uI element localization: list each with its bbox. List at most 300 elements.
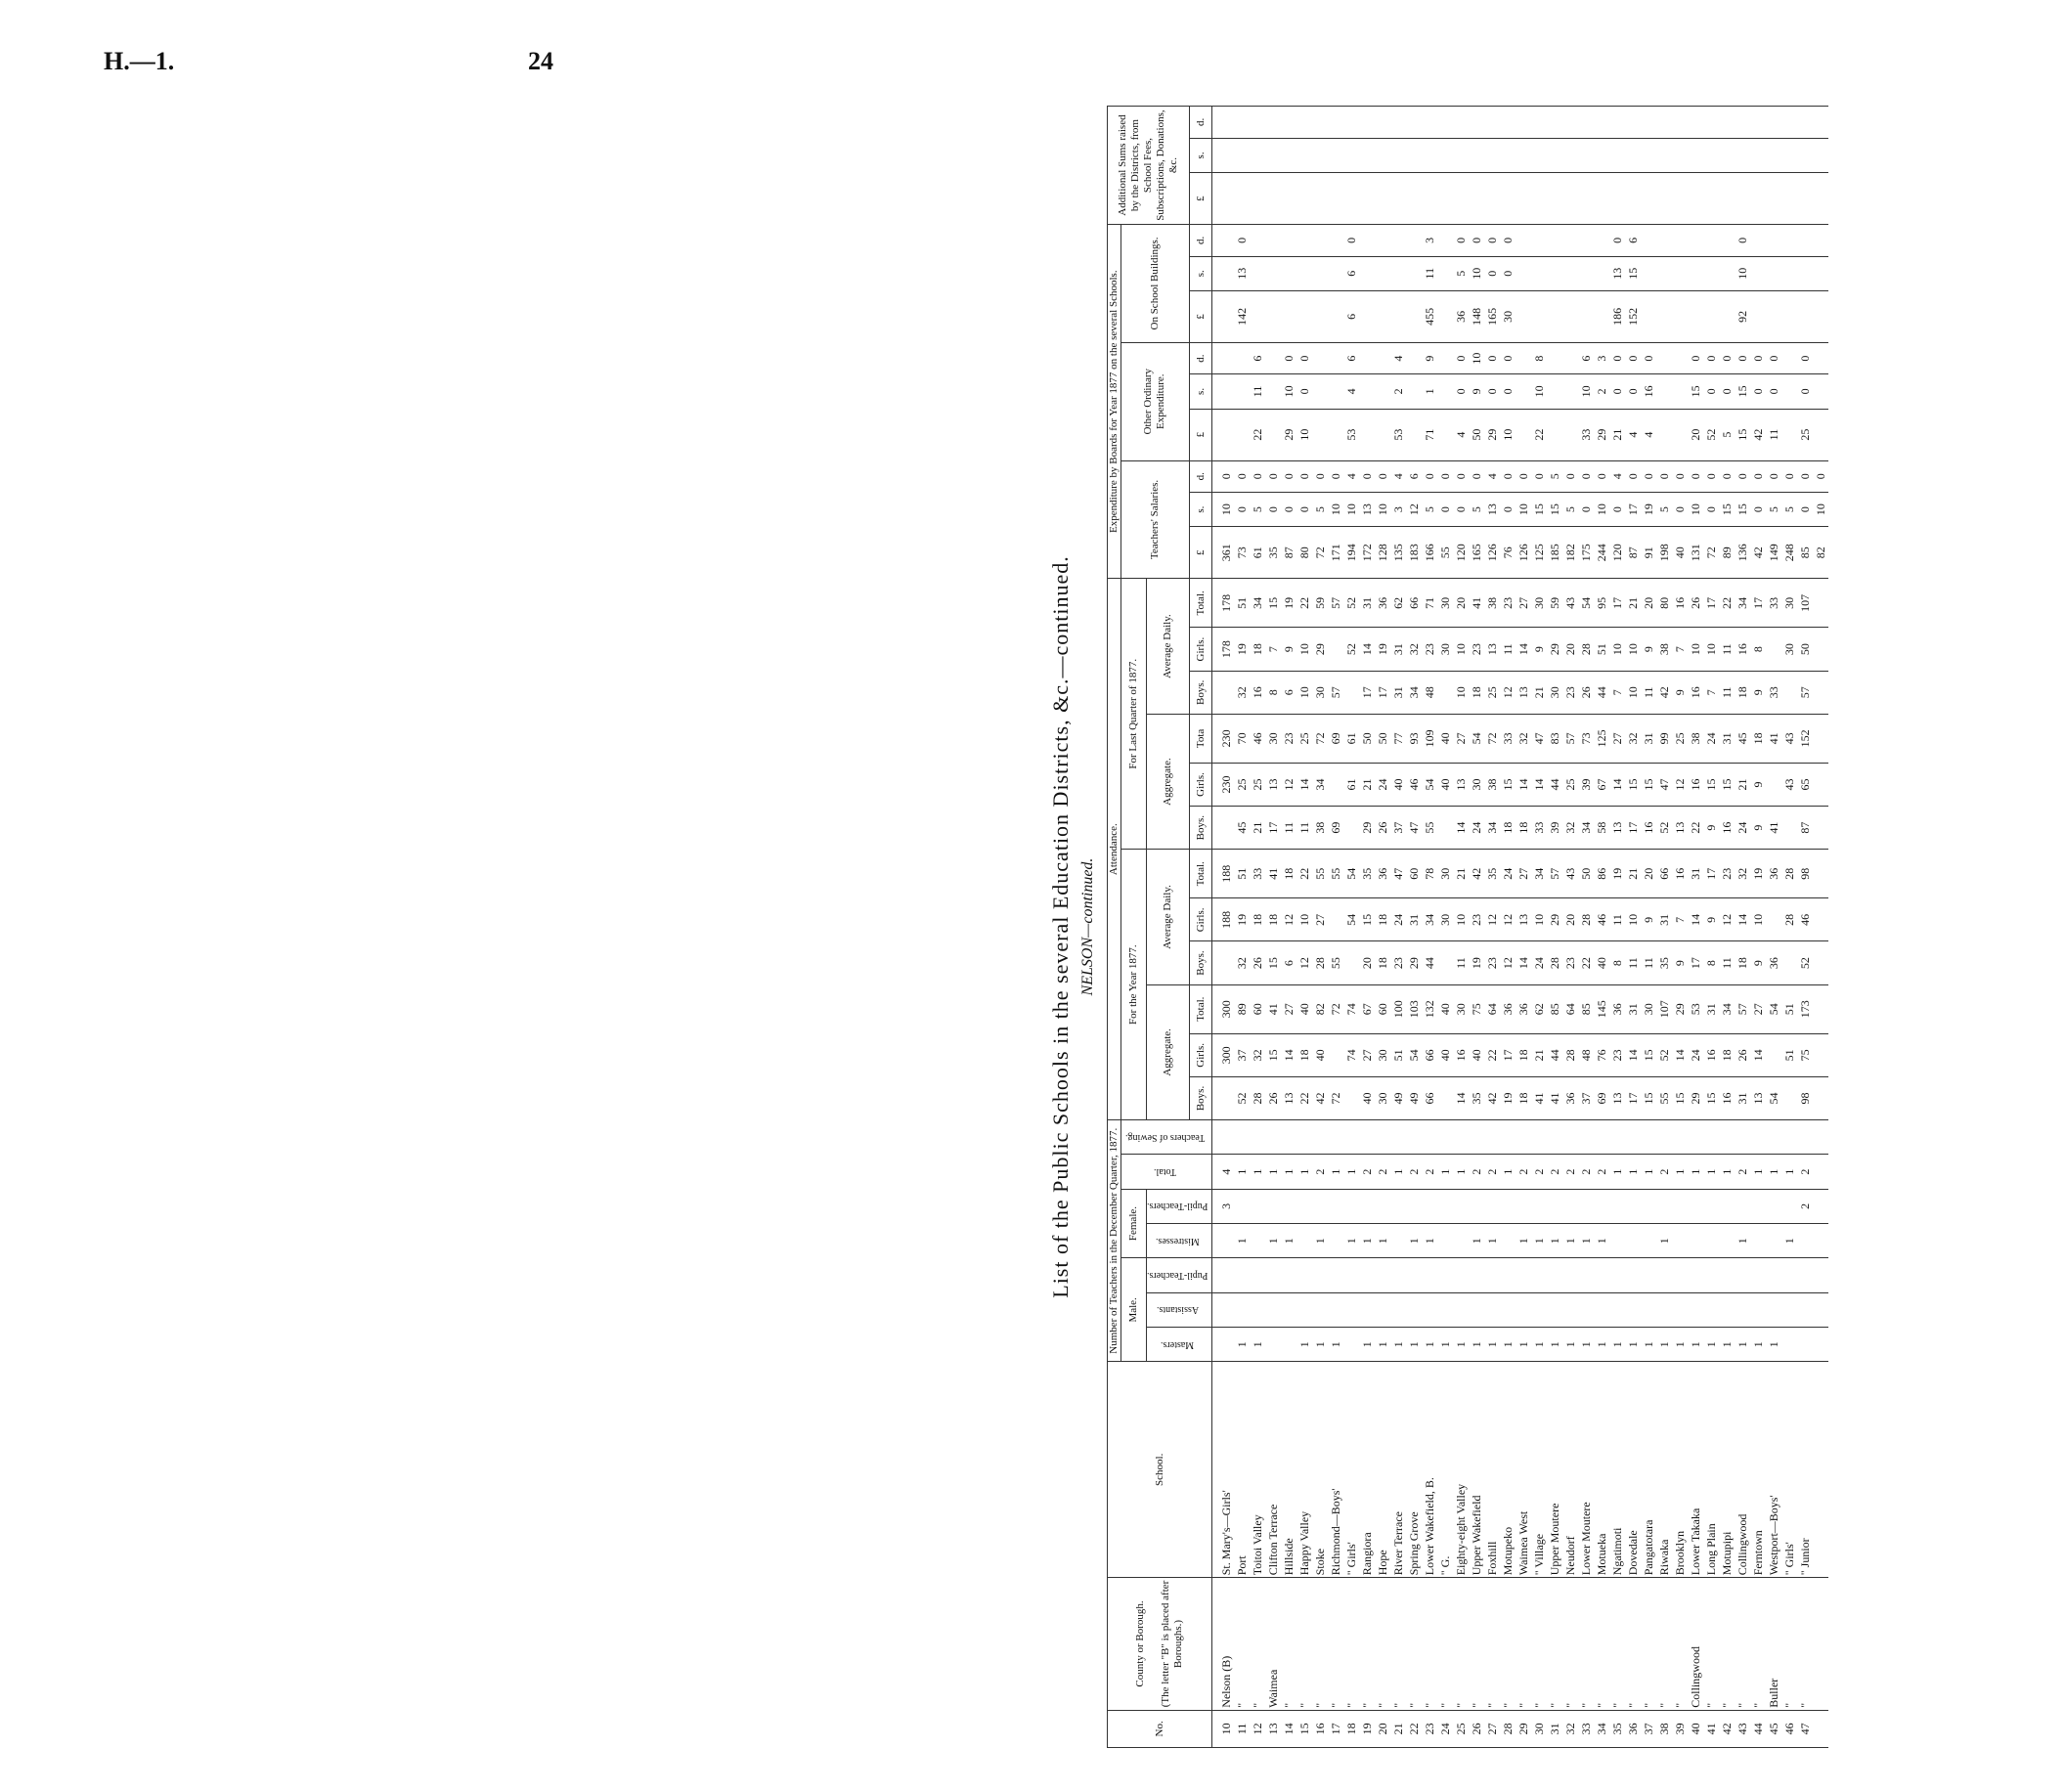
quarter-boys-cell: 33 xyxy=(1531,807,1547,850)
year-avg-boys-cell: 28 xyxy=(1547,941,1562,984)
buildings-pounds-cell xyxy=(1390,290,1406,342)
salaries-pounds-cell: 40 xyxy=(1672,527,1688,579)
header-male-pupil-teachers: Pupil-Teachers. xyxy=(1147,1258,1212,1292)
school-cell: Lower Moutere xyxy=(1578,1362,1594,1578)
year-total-cell: 30 xyxy=(1641,984,1656,1033)
year-avg-boys-cell: 22 xyxy=(1578,941,1594,984)
additional-pounds-cell xyxy=(1359,173,1375,225)
quarter-total-cell: 72 xyxy=(1484,714,1500,763)
school-cell: Upper Wakefield xyxy=(1469,1362,1484,1578)
quarter-girls-cell: 14 xyxy=(1609,763,1625,806)
buildings-pounds-cell xyxy=(1703,290,1719,342)
header-girls: Girls. xyxy=(1189,1033,1212,1076)
table-row xyxy=(1672,107,1688,1748)
quarter-girls-cell: 47 xyxy=(1656,763,1672,806)
row-number: 24 xyxy=(1437,1710,1453,1747)
teachers-total-cell: 1 xyxy=(1719,1155,1735,1189)
quarter-avg-girls-cell: 10 xyxy=(1625,628,1641,671)
buildings-pence-cell xyxy=(1359,225,1375,256)
salaries-shillings-cell: 10 xyxy=(1375,492,1390,526)
county-cell: " xyxy=(1531,1578,1547,1710)
quarter-avg-total-cell: 22 xyxy=(1296,579,1312,628)
buildings-shillings-cell xyxy=(1212,256,1235,290)
table-row xyxy=(1437,107,1453,1748)
sewing-teachers-cell xyxy=(1625,1120,1641,1155)
other-pounds-cell: 15 xyxy=(1735,409,1750,460)
male-assistants-cell xyxy=(1656,1292,1672,1327)
salaries-pence-cell: 0 xyxy=(1578,460,1594,492)
female-pupil-teachers-cell xyxy=(1281,1189,1296,1223)
header-school: School. xyxy=(1108,1362,1212,1578)
additional-pounds-cell xyxy=(1343,173,1359,225)
additional-pounds-cell xyxy=(1750,173,1766,225)
quarter-avg-boys-cell: 7 xyxy=(1703,671,1719,714)
quarter-boys-cell: 13 xyxy=(1672,807,1688,850)
county-cell: " xyxy=(1562,1578,1578,1710)
schools-table xyxy=(1107,106,1828,1748)
teachers-total-cell: 1 xyxy=(1641,1155,1656,1189)
buildings-pence-cell xyxy=(1296,225,1312,256)
quarter-avg-girls-cell: 9 xyxy=(1281,628,1296,671)
masters-cell: 1 xyxy=(1750,1328,1766,1362)
year-girls-cell: 23 xyxy=(1609,1033,1625,1076)
header-shillings: s. xyxy=(1189,374,1212,409)
teachers-total-cell: 4 xyxy=(1212,1155,1235,1189)
school-cell: Foxhill xyxy=(1484,1362,1500,1578)
county-cell: " xyxy=(1484,1578,1500,1710)
salaries-pence-cell: 0 xyxy=(1328,460,1343,492)
masters-cell: 1 xyxy=(1500,1328,1516,1362)
additional-pounds-cell xyxy=(1735,173,1750,225)
female-pupil-teachers-cell xyxy=(1469,1189,1484,1223)
quarter-girls-cell: 21 xyxy=(1735,763,1750,806)
table-row xyxy=(1234,107,1250,1748)
year-avg-boys-cell: 26 xyxy=(1250,941,1265,984)
year-avg-boys-cell: 12 xyxy=(1500,941,1516,984)
school-cell: Ngatimoti xyxy=(1609,1362,1625,1578)
salaries-pounds-cell: 87 xyxy=(1281,527,1296,579)
buildings-pounds-cell xyxy=(1562,290,1578,342)
year-avg-boys-cell: 35 xyxy=(1656,941,1672,984)
buildings-pence-cell xyxy=(1594,225,1609,256)
buildings-shillings-cell xyxy=(1562,256,1578,290)
buildings-pounds-cell xyxy=(1641,290,1656,342)
additional-pounds-cell xyxy=(1328,173,1343,225)
quarter-boys-cell: 69 xyxy=(1328,807,1343,850)
additional-pounds-cell xyxy=(1578,173,1594,225)
year-avg-boys-cell: 55 xyxy=(1328,941,1343,984)
male-pupil-teachers-cell xyxy=(1406,1258,1422,1292)
additional-pence-cell xyxy=(1234,107,1250,139)
quarter-avg-total-cell xyxy=(1813,579,1828,628)
buildings-shillings-cell xyxy=(1250,256,1265,290)
salaries-shillings-cell: 15 xyxy=(1547,492,1562,526)
year-avg-girls-cell: 31 xyxy=(1406,898,1422,941)
buildings-shillings-cell: 10 xyxy=(1469,256,1484,290)
additional-shillings-cell xyxy=(1656,138,1672,172)
quarter-avg-girls-cell: 9 xyxy=(1531,628,1547,671)
male-pupil-teachers-cell xyxy=(1547,1258,1562,1292)
year-girls-cell xyxy=(1328,1033,1343,1076)
quarter-avg-boys-cell: 57 xyxy=(1797,671,1813,714)
male-assistants-cell xyxy=(1484,1292,1500,1327)
row-number: 35 xyxy=(1609,1710,1625,1747)
male-pupil-teachers-cell xyxy=(1703,1258,1719,1292)
quarter-avg-girls-cell: 38 xyxy=(1656,628,1672,671)
female-pupil-teachers-cell xyxy=(1390,1189,1406,1223)
sewing-teachers-cell xyxy=(1422,1120,1437,1155)
buildings-pence-cell xyxy=(1750,225,1766,256)
year-avg-total-cell: 22 xyxy=(1296,850,1312,898)
year-avg-total-cell: 78 xyxy=(1422,850,1437,898)
year-total-cell: 103 xyxy=(1406,984,1422,1033)
buildings-pounds-cell xyxy=(1594,290,1609,342)
buildings-pence-cell xyxy=(1328,225,1343,256)
buildings-shillings-cell xyxy=(1296,256,1312,290)
row-number: 30 xyxy=(1531,1710,1547,1747)
buildings-pounds-cell: 186 xyxy=(1609,290,1625,342)
salaries-pounds-cell: 166 xyxy=(1422,527,1437,579)
header-quarter-average: Average Daily. xyxy=(1147,579,1190,715)
table-row xyxy=(1469,107,1484,1748)
quarter-girls-cell: 230 xyxy=(1212,763,1235,806)
additional-pence-cell xyxy=(1281,107,1296,139)
year-avg-boys-cell: 18 xyxy=(1375,941,1390,984)
salaries-shillings-cell: 10 xyxy=(1328,492,1343,526)
salaries-pence-cell: 0 xyxy=(1813,460,1828,492)
buildings-shillings-cell xyxy=(1656,256,1672,290)
salaries-shillings-cell: 15 xyxy=(1719,492,1735,526)
county-cell: " xyxy=(1281,1578,1296,1710)
female-pupil-teachers-cell xyxy=(1578,1189,1594,1223)
quarter-avg-total-cell: 80 xyxy=(1656,579,1672,628)
additional-pounds-cell xyxy=(1516,173,1531,225)
year-avg-total-cell: 50 xyxy=(1578,850,1594,898)
male-assistants-cell xyxy=(1797,1292,1813,1327)
other-pence-cell xyxy=(1516,342,1531,373)
school-cell xyxy=(1813,1362,1828,1578)
quarter-avg-girls-cell: 29 xyxy=(1312,628,1328,671)
additional-shillings-cell xyxy=(1625,138,1641,172)
male-assistants-cell xyxy=(1781,1292,1797,1327)
other-pence-cell: 0 xyxy=(1453,342,1469,373)
year-avg-total-cell: 35 xyxy=(1484,850,1500,898)
salaries-pence-cell: 0 xyxy=(1375,460,1390,492)
quarter-girls-cell: 54 xyxy=(1422,763,1437,806)
row-number: 21 xyxy=(1390,1710,1406,1747)
quarter-avg-boys-cell: 11 xyxy=(1641,671,1656,714)
other-pence-cell xyxy=(1312,342,1328,373)
salaries-pounds-cell: 80 xyxy=(1296,527,1312,579)
quarter-avg-girls-cell: 10 xyxy=(1703,628,1719,671)
female-pupil-teachers-cell xyxy=(1750,1189,1766,1223)
male-pupil-teachers-cell xyxy=(1562,1258,1578,1292)
male-assistants-cell xyxy=(1609,1292,1625,1327)
quarter-avg-boys-cell: 16 xyxy=(1688,671,1703,714)
male-assistants-cell xyxy=(1516,1292,1531,1327)
other-pounds-cell xyxy=(1656,409,1672,460)
additional-pounds-cell xyxy=(1781,173,1797,225)
other-pounds-cell xyxy=(1328,409,1343,460)
other-shillings-cell xyxy=(1406,374,1422,409)
year-avg-total-cell: 21 xyxy=(1453,850,1469,898)
year-avg-boys-cell: 12 xyxy=(1296,941,1312,984)
salaries-pounds-cell: 120 xyxy=(1453,527,1469,579)
male-assistants-cell xyxy=(1735,1292,1750,1327)
other-shillings-cell xyxy=(1328,374,1343,409)
quarter-girls-cell: 14 xyxy=(1516,763,1531,806)
buildings-pence-cell xyxy=(1516,225,1531,256)
year-avg-girls-cell: 24 xyxy=(1390,898,1406,941)
quarter-boys-cell: 24 xyxy=(1735,807,1750,850)
male-pupil-teachers-cell xyxy=(1390,1258,1406,1292)
additional-shillings-cell xyxy=(1296,138,1312,172)
male-pupil-teachers-cell xyxy=(1750,1258,1766,1292)
male-pupil-teachers-cell xyxy=(1781,1258,1797,1292)
additional-pence-cell xyxy=(1781,107,1797,139)
other-pence-cell: 6 xyxy=(1343,342,1359,373)
row-number: 10 xyxy=(1212,1710,1235,1747)
year-total-cell: 64 xyxy=(1562,984,1578,1033)
header-girls: Girls. xyxy=(1189,898,1212,941)
school-cell: St. Mary's—Girls' xyxy=(1212,1362,1235,1578)
buildings-pounds-cell xyxy=(1531,290,1547,342)
salaries-shillings-cell: 10 xyxy=(1688,492,1703,526)
mistresses-cell xyxy=(1250,1224,1265,1258)
school-cell: Long Plain xyxy=(1703,1362,1719,1578)
additional-shillings-cell xyxy=(1437,138,1453,172)
year-avg-total-cell: 54 xyxy=(1343,850,1359,898)
school-cell: Happy Valley xyxy=(1296,1362,1312,1578)
year-girls-cell: 48 xyxy=(1578,1033,1594,1076)
year-girls-cell: 30 xyxy=(1375,1033,1390,1076)
buildings-shillings-cell xyxy=(1750,256,1766,290)
quarter-total-cell: 70 xyxy=(1234,714,1250,763)
male-pupil-teachers-cell xyxy=(1453,1258,1469,1292)
mistresses-cell: 1 xyxy=(1594,1224,1609,1258)
salaries-shillings-cell: 13 xyxy=(1484,492,1500,526)
year-total-cell: 62 xyxy=(1531,984,1547,1033)
other-shillings-cell: 10 xyxy=(1281,374,1296,409)
school-cell: Port xyxy=(1234,1362,1250,1578)
buildings-shillings-cell xyxy=(1359,256,1375,290)
year-boys-cell xyxy=(1212,1076,1235,1119)
other-shillings-cell: 0 xyxy=(1719,374,1735,409)
quarter-avg-boys-cell: 30 xyxy=(1312,671,1328,714)
quarter-avg-girls-cell: 13 xyxy=(1484,628,1500,671)
quarter-total-cell: 99 xyxy=(1656,714,1672,763)
other-pounds-cell xyxy=(1212,409,1235,460)
header-year: For the Year 1877. xyxy=(1121,850,1147,1120)
year-avg-total-cell: 20 xyxy=(1641,850,1656,898)
quarter-avg-girls-cell xyxy=(1328,628,1343,671)
year-total-cell: 54 xyxy=(1766,984,1781,1033)
county-cell: " xyxy=(1328,1578,1343,1710)
table-row xyxy=(1406,107,1422,1748)
year-avg-boys-cell: 24 xyxy=(1531,941,1547,984)
other-shillings-cell: 0 xyxy=(1296,374,1312,409)
additional-shillings-cell xyxy=(1750,138,1766,172)
male-assistants-cell xyxy=(1359,1292,1375,1327)
other-shillings-cell: 0 xyxy=(1766,374,1781,409)
mistresses-cell: 1 xyxy=(1406,1224,1422,1258)
quarter-avg-girls-cell: 14 xyxy=(1359,628,1375,671)
male-pupil-teachers-cell xyxy=(1328,1258,1343,1292)
salaries-pounds-cell: 198 xyxy=(1656,527,1672,579)
year-avg-total-cell: 19 xyxy=(1750,850,1766,898)
other-pence-cell xyxy=(1234,342,1250,373)
additional-pounds-cell xyxy=(1688,173,1703,225)
year-boys-cell: 52 xyxy=(1234,1076,1250,1119)
buildings-pence-cell xyxy=(1797,225,1813,256)
year-avg-girls-cell: 18 xyxy=(1375,898,1390,941)
additional-shillings-cell xyxy=(1312,138,1328,172)
quarter-avg-boys-cell xyxy=(1343,671,1359,714)
row-number: 36 xyxy=(1625,1710,1641,1747)
row-number: 18 xyxy=(1343,1710,1359,1747)
buildings-pence-cell: 6 xyxy=(1625,225,1641,256)
quarter-avg-boys-cell: 31 xyxy=(1390,671,1406,714)
other-pounds-cell: 42 xyxy=(1750,409,1766,460)
year-avg-girls-cell xyxy=(1813,898,1828,941)
additional-pounds-cell xyxy=(1547,173,1562,225)
row-number: 45 xyxy=(1766,1710,1781,1747)
buildings-shillings-cell xyxy=(1719,256,1735,290)
additional-pence-cell xyxy=(1735,107,1750,139)
year-boys-cell: 31 xyxy=(1735,1076,1750,1119)
quarter-avg-boys-cell: 33 xyxy=(1766,671,1781,714)
year-boys-cell: 14 xyxy=(1453,1076,1469,1119)
year-boys-cell xyxy=(1781,1076,1797,1119)
male-assistants-cell xyxy=(1688,1292,1703,1327)
school-cell: Waimea West xyxy=(1516,1362,1531,1578)
buildings-shillings-cell xyxy=(1766,256,1781,290)
other-shillings-cell xyxy=(1234,374,1250,409)
female-pupil-teachers-cell xyxy=(1719,1189,1735,1223)
additional-pounds-cell xyxy=(1422,173,1437,225)
school-cell: Spring Grove xyxy=(1406,1362,1422,1578)
buildings-shillings-cell: 15 xyxy=(1625,256,1641,290)
year-girls-cell: 24 xyxy=(1688,1033,1703,1076)
buildings-pence-cell xyxy=(1688,225,1703,256)
other-shillings-cell xyxy=(1547,374,1562,409)
female-pupil-teachers-cell xyxy=(1265,1189,1281,1223)
male-pupil-teachers-cell xyxy=(1797,1258,1813,1292)
male-pupil-teachers-cell xyxy=(1469,1258,1484,1292)
mistresses-cell xyxy=(1766,1224,1781,1258)
year-boys-cell xyxy=(1437,1076,1453,1119)
row-number: 14 xyxy=(1281,1710,1296,1747)
header-other: Other Ordinary Expenditure. xyxy=(1121,342,1190,460)
quarter-girls-cell: 34 xyxy=(1312,763,1328,806)
year-girls-cell: 300 xyxy=(1212,1033,1235,1076)
buildings-pounds-cell: 36 xyxy=(1453,290,1469,342)
teachers-total-cell: 2 xyxy=(1735,1155,1750,1189)
table-row xyxy=(1719,107,1735,1748)
additional-pence-cell xyxy=(1641,107,1656,139)
school-cell: Motueka xyxy=(1594,1362,1609,1578)
year-girls-cell: 28 xyxy=(1562,1033,1578,1076)
salaries-shillings-cell: 10 xyxy=(1343,492,1359,526)
additional-pence-cell xyxy=(1312,107,1328,139)
quarter-avg-girls-cell: 51 xyxy=(1594,628,1609,671)
quarter-girls-cell: 30 xyxy=(1469,763,1484,806)
male-pupil-teachers-cell xyxy=(1265,1258,1281,1292)
school-cell: Neudorf xyxy=(1562,1362,1578,1578)
county-cell: " xyxy=(1469,1578,1484,1710)
row-number: 47 xyxy=(1797,1710,1813,1747)
teachers-total-cell: 1 xyxy=(1390,1155,1406,1189)
sewing-teachers-cell xyxy=(1656,1120,1672,1155)
year-avg-girls-cell: 14 xyxy=(1688,898,1703,941)
male-assistants-cell xyxy=(1750,1292,1766,1327)
school-cell: Motupipi xyxy=(1719,1362,1735,1578)
male-assistants-cell xyxy=(1578,1292,1594,1327)
quarter-avg-girls-cell: 23 xyxy=(1469,628,1484,671)
additional-pence-cell xyxy=(1547,107,1562,139)
county-cell: " xyxy=(1594,1578,1609,1710)
additional-shillings-cell xyxy=(1516,138,1531,172)
header-total: Total. xyxy=(1189,579,1212,628)
year-avg-total-cell: 47 xyxy=(1390,850,1406,898)
sewing-teachers-cell xyxy=(1641,1120,1656,1155)
salaries-pounds-cell: 165 xyxy=(1469,527,1484,579)
sewing-teachers-cell xyxy=(1265,1120,1281,1155)
buildings-pence-cell xyxy=(1265,225,1281,256)
additional-pence-cell xyxy=(1625,107,1641,139)
additional-pence-cell xyxy=(1656,107,1672,139)
female-pupil-teachers-cell xyxy=(1766,1189,1781,1223)
row-number: 16 xyxy=(1312,1710,1328,1747)
county-cell: " xyxy=(1234,1578,1250,1710)
salaries-pence-cell: 0 xyxy=(1781,460,1797,492)
year-avg-girls-cell: 19 xyxy=(1234,898,1250,941)
year-girls-cell: 37 xyxy=(1234,1033,1250,1076)
quarter-total-cell: 46 xyxy=(1250,714,1265,763)
additional-shillings-cell xyxy=(1719,138,1735,172)
year-total-cell: 145 xyxy=(1594,984,1609,1033)
additional-shillings-cell xyxy=(1234,138,1250,172)
female-pupil-teachers-cell xyxy=(1781,1189,1797,1223)
year-boys-cell: 49 xyxy=(1406,1076,1422,1119)
quarter-girls-cell: 25 xyxy=(1250,763,1265,806)
quarter-boys-cell: 37 xyxy=(1390,807,1406,850)
buildings-shillings-cell: 13 xyxy=(1609,256,1625,290)
salaries-pence-cell: 4 xyxy=(1343,460,1359,492)
quarter-avg-total-cell: 36 xyxy=(1375,579,1390,628)
quarter-boys-cell: 34 xyxy=(1484,807,1500,850)
other-shillings-cell: 0 xyxy=(1703,374,1719,409)
school-cell: River Terrace xyxy=(1390,1362,1406,1578)
additional-pence-cell xyxy=(1766,107,1781,139)
buildings-shillings-cell xyxy=(1375,256,1390,290)
other-pence-cell: 0 xyxy=(1500,342,1516,373)
buildings-shillings-cell: 0 xyxy=(1500,256,1516,290)
mistresses-cell: 1 xyxy=(1343,1224,1359,1258)
additional-shillings-cell xyxy=(1609,138,1625,172)
other-pounds-cell: 11 xyxy=(1766,409,1781,460)
row-number: 33 xyxy=(1578,1710,1594,1747)
additional-shillings-cell xyxy=(1250,138,1265,172)
quarter-total-cell: 32 xyxy=(1625,714,1641,763)
additional-pounds-cell xyxy=(1375,173,1390,225)
table-row xyxy=(1797,107,1813,1748)
other-pence-cell: 3 xyxy=(1594,342,1609,373)
additional-pounds-cell xyxy=(1500,173,1516,225)
year-total-cell: 36 xyxy=(1609,984,1625,1033)
year-total-cell: 34 xyxy=(1719,984,1735,1033)
sewing-teachers-cell xyxy=(1781,1120,1797,1155)
